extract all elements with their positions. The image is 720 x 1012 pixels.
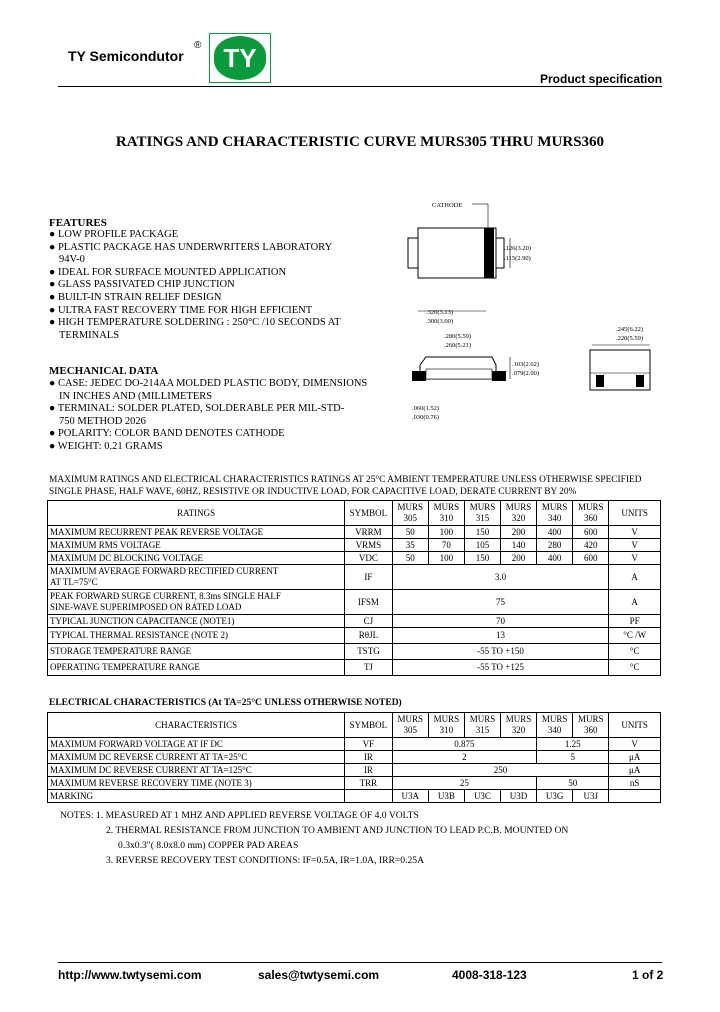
col-part: MURS 320 — [501, 713, 537, 738]
col-part: MURS 340 — [537, 713, 573, 738]
dim-label: .260(5.21) — [444, 342, 472, 349]
col-part: MURS 305 — [392, 713, 428, 738]
row-symbol: RθJL — [345, 628, 392, 644]
row-unit: V — [609, 552, 661, 565]
row-label: TYPICAL THERMAL RESISTANCE (NOTE 2) — [48, 628, 345, 644]
row-label: MARKING — [48, 790, 345, 803]
cell: 600 — [573, 526, 609, 539]
feature-item: 94V-0 — [59, 254, 85, 266]
cell: 1.25 — [537, 738, 609, 751]
cell: 600 — [573, 552, 609, 565]
row-symbol: VDC — [345, 552, 392, 565]
cell: 35 — [392, 539, 428, 552]
cell: 140 — [501, 539, 537, 552]
row-symbol: TSTG — [345, 644, 392, 660]
row-symbol: IR — [345, 764, 392, 777]
feature-item: ● ULTRA FAST RECOVERY TIME FOR HIGH EFFICIENT — [49, 304, 313, 316]
cell: U3J — [573, 790, 609, 803]
col-units: UNITS — [609, 713, 661, 738]
row-label: MAXIMUM FORWARD VOLTAGE AT IF DC — [48, 738, 345, 751]
cell: 3.0 — [392, 565, 609, 590]
row-unit: °C — [609, 644, 661, 660]
features-list — [49, 229, 341, 342]
registered-mark: ® — [194, 40, 202, 51]
row-unit: nS — [609, 777, 661, 790]
cell: 200 — [501, 526, 537, 539]
cell: U3D — [501, 790, 537, 803]
page-title: RATINGS AND CHARACTERISTIC CURVE MURS305 THRU MURS360 — [115, 134, 605, 150]
row-label: MAXIMUM DC REVERSE CURRENT AT TA=125°C — [48, 764, 345, 777]
mechanical-heading: MECHANICAL DATA — [49, 365, 159, 377]
header-rule — [58, 86, 662, 87]
electrical-heading: ELECTRICAL CHARACTERISTICS (At TA=25°C UNLESS OTHERWISE NOTED) — [49, 698, 402, 708]
col-symbol: SYMBOL — [345, 713, 392, 738]
row-label: MAXIMUM AVERAGE FORWARD RECTIFIED CURRENT AT TL=75°C — [48, 565, 345, 590]
package-diagram — [400, 195, 680, 430]
table-header-row — [48, 713, 661, 738]
table-row — [48, 552, 661, 565]
mechanical-item: ● CASE: JEDEC DO-214AA MOLDED PLASTIC BODY, DIMENSIONS — [49, 378, 368, 389]
note-line: 0.3x0.3"( 8.0x8.0 mm) COPPER PAD AREAS — [118, 840, 299, 851]
col-part: MURS 315 — [464, 713, 500, 738]
cell: 2 — [392, 751, 536, 764]
notes — [60, 808, 568, 868]
row-label: MAXIMUM DC BLOCKING VOLTAGE — [48, 552, 345, 565]
feature-item: ● LOW PROFILE PACKAGE — [49, 229, 179, 240]
ty-logo: TY — [214, 36, 266, 80]
dim-label: .126(3.20) — [504, 245, 532, 252]
row-symbol: IF — [345, 565, 392, 590]
table-row — [48, 660, 661, 676]
note-line: NOTES: 1. MEASURED AT 1 MHZ AND APPLIED REVERSE VOLTAGE OF 4.0 VOLTS — [60, 810, 419, 821]
col-ratings: RATINGS — [48, 501, 345, 526]
table-row — [48, 764, 661, 777]
table-row — [48, 615, 661, 628]
row-unit: V — [609, 539, 661, 552]
row-symbol: CJ — [345, 615, 392, 628]
cathode-label: CATHODE — [432, 202, 463, 209]
row-label: MAXIMUM DC REVERSE CURRENT AT TA=25°C — [48, 751, 345, 764]
col-part: MURS 340 — [537, 501, 573, 526]
footer-rule — [58, 962, 662, 963]
table-header-row — [48, 501, 661, 526]
cell: 400 — [537, 552, 573, 565]
col-part: MURS 310 — [428, 501, 464, 526]
cell: 100 — [428, 526, 464, 539]
row-symbol: VRMS — [345, 539, 392, 552]
row-symbol: IFSM — [345, 590, 392, 615]
row-label: MAXIMUM REVERSE RECOVERY TIME (NOTE 3) — [48, 777, 345, 790]
ratings-table — [47, 500, 661, 676]
row-unit: A — [609, 565, 661, 590]
table-row — [48, 590, 661, 615]
note-line: 3. REVERSE RECOVERY TEST CONDITIONS: IF=0.5A, IR=1.0A, IRR=0.25A — [106, 855, 425, 866]
row-symbol: VF — [345, 738, 392, 751]
row-unit: μA — [609, 764, 661, 777]
mechanical-item: ● TERMINAL: SOLDER PLATED, SOLDERABLE PER MIL-STD- — [49, 403, 345, 415]
mechanical-item: 750 METHOD 2026 — [59, 415, 146, 427]
col-symbol: SYMBOL — [345, 501, 392, 526]
note-line: 2. THERMAL RESISTANCE FROM JUNCTION TO AMBIENT AND JUNCTION TO LEAD P.C.B. MOUNTED ON — [106, 825, 569, 836]
row-symbol — [345, 790, 392, 803]
footer-phone: 4008-318-123 — [452, 968, 527, 982]
cell: 400 — [537, 526, 573, 539]
ratings-note-line: MAXIMUM RATINGS AND ELECTRICAL CHARACTERISTICS RATINGS AT 25°C AMBIENT TEMPERATURE UNLESS OTHERWISE SPECIFIED — [49, 475, 642, 485]
table-row — [48, 644, 661, 660]
cell: 150 — [464, 526, 500, 539]
cell: 200 — [501, 552, 537, 565]
row-symbol: TRR — [345, 777, 392, 790]
row-unit — [609, 790, 661, 803]
dim-label: .103(2.62) — [512, 361, 540, 368]
row-unit: °C /W — [609, 628, 661, 644]
table-row — [48, 751, 661, 764]
row-label: OPERATING TEMPERATURE RANGE — [48, 660, 345, 676]
row-unit: PF — [609, 615, 661, 628]
table-row — [48, 539, 661, 552]
table-row — [48, 738, 661, 751]
mechanical-item: IN INCHES AND (MILLIMETERS — [59, 390, 213, 402]
cell: U3A — [392, 790, 428, 803]
cell: -55 TO +150 — [392, 644, 609, 660]
cell: 50 — [537, 777, 609, 790]
ratings-note — [49, 474, 642, 498]
col-part: MURS 360 — [573, 501, 609, 526]
col-part: MURS 310 — [428, 713, 464, 738]
dim-label: .115(2.90) — [504, 255, 531, 262]
dim-label: .030(0.76) — [412, 414, 440, 421]
cell: 75 — [392, 590, 609, 615]
cell: 5 — [537, 751, 609, 764]
row-unit: V — [609, 526, 661, 539]
mechanical-item: ● WEIGHT: 0.21 GRAMS — [49, 440, 163, 452]
cell: 70 — [428, 539, 464, 552]
cell: U3C — [464, 790, 500, 803]
feature-item: ● BUILT-IN STRAIN RELIEF DESIGN — [49, 291, 222, 303]
cell: 13 — [392, 628, 609, 644]
page-number: 1 of 2 — [632, 968, 664, 982]
mechanical-list — [49, 378, 367, 454]
cathode-band — [484, 228, 494, 278]
dim-label: .245(6.22) — [616, 326, 644, 333]
table-row — [48, 777, 661, 790]
dim-label: .300(3.00) — [426, 318, 454, 325]
cell: 280 — [537, 539, 573, 552]
cell: -55 TO +125 — [392, 660, 609, 676]
cell: 420 — [573, 539, 609, 552]
feature-item: ● HIGH TEMPERATURE SOLDERING : 250°C /10 SECONDS AT — [49, 317, 341, 329]
cell: 100 — [428, 552, 464, 565]
footer-url[interactable]: http://www.twtysemi.com — [58, 968, 202, 982]
ratings-note-line: SINGLE PHASE, HALF WAVE, 60HZ, RESISTIVE OR INDUCTIVE LOAD, FOR CAPACITIVE LOAD, DERATE CURRENT BY 20% — [49, 487, 577, 497]
dim-label: .079(2.00) — [512, 370, 540, 377]
row-label: MAXIMUM RMS VOLTAGE — [48, 539, 345, 552]
feature-item: ● GLASS PASSIVATED CHIP JUNCTION — [49, 279, 235, 291]
brand-name: TY Semicondutor — [68, 48, 184, 64]
row-symbol: IR — [345, 751, 392, 764]
cell: 105 — [464, 539, 500, 552]
row-label: MAXIMUM RECURRENT PEAK REVERSE VOLTAGE — [48, 526, 345, 539]
col-part: MURS 320 — [501, 501, 537, 526]
feature-item: ● PLASTIC PACKAGE HAS UNDERWRITERS LABORATORY — [49, 241, 333, 253]
row-symbol: TJ — [345, 660, 392, 676]
dim-label: .220(5.59) — [616, 335, 644, 342]
row-label: TYPICAL JUNCTION CAPACITANCE (NOTE1) — [48, 615, 345, 628]
row-label: STORAGE TEMPERATURE RANGE — [48, 644, 345, 660]
cell: U3G — [537, 790, 573, 803]
dim-label: .320(3.13) — [426, 309, 454, 316]
table-row — [48, 790, 661, 803]
electrical-table — [47, 712, 661, 803]
cell: 250 — [392, 764, 609, 777]
cell: 150 — [464, 552, 500, 565]
table-row — [48, 526, 661, 539]
feature-item: TERMINALS — [59, 329, 120, 341]
col-units: UNITS — [609, 501, 661, 526]
mechanical-item: ● POLARITY: COLOR BAND DENOTES CATHODE — [49, 428, 285, 440]
row-unit: V — [609, 738, 661, 751]
cell: U3B — [428, 790, 464, 803]
row-symbol: VRRM — [345, 526, 392, 539]
feature-item: ● IDEAL FOR SURFACE MOUNTED APPLICATION — [49, 266, 287, 278]
table-row — [48, 628, 661, 644]
footer-email[interactable]: sales@twtysemi.com — [258, 968, 380, 982]
cell: 70 — [392, 615, 609, 628]
col-part: MURS 305 — [392, 501, 428, 526]
col-characteristics: CHARACTERISTICS — [48, 713, 345, 738]
row-unit: μA — [609, 751, 661, 764]
dim-label: .060(1.52) — [412, 405, 440, 412]
features-heading: FEATURES — [49, 217, 107, 229]
row-unit: °C — [609, 660, 661, 676]
table-row — [48, 565, 661, 590]
cell: 25 — [392, 777, 536, 790]
col-part: MURS 315 — [464, 501, 500, 526]
product-spec-label: Product specification — [540, 72, 663, 86]
cell: 50 — [392, 526, 428, 539]
col-part: MURS 360 — [573, 713, 609, 738]
cell: 0.875 — [392, 738, 536, 751]
row-unit: A — [609, 590, 661, 615]
row-label: PEAK FORWARD SURGE CURRENT, 8.3ms SINGLE HALF SINE-WAVE SUPERIMPOSED ON RATED LOAD — [48, 590, 345, 615]
cell: 50 — [392, 552, 428, 565]
dim-label: .280(5.59) — [444, 333, 472, 340]
